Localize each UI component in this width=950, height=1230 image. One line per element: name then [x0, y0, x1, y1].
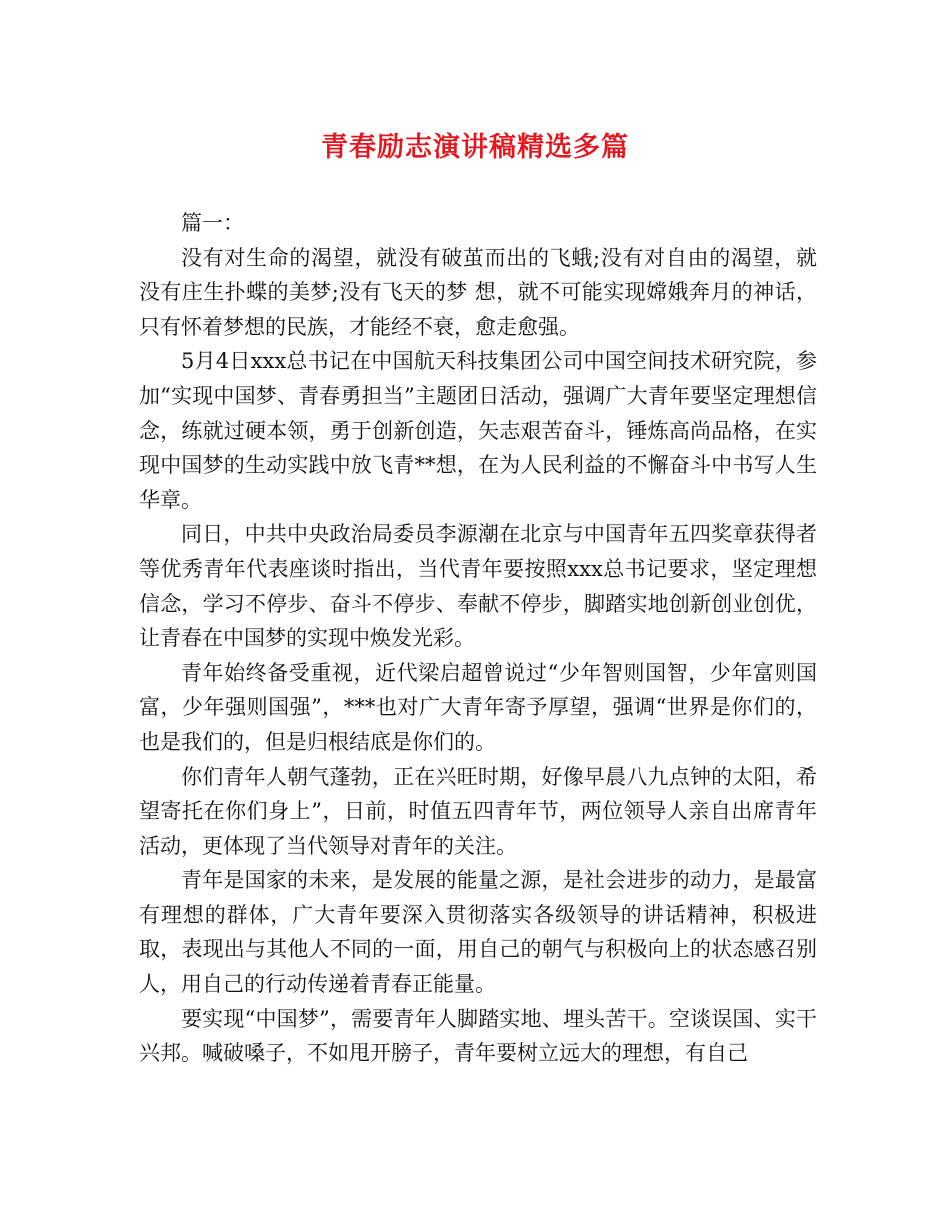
paragraph: 要实现“中国梦”，需要青年人脚踏实地、埋头苦干。空谈误国、实干兴邦。喊破嗓子，不如甩开膀子，青年要树立远大的理想，有自己 — [139, 1006, 817, 1066]
paragraph: 你们青年人朝气蓬勃，正在兴旺时期，好像早晨八九点钟的太阳，希望寄托在你们身上”，日前，时值五四青年节，两位领导人亲自出席青年活动，更体现了当代领导对青年的关注。 — [139, 764, 817, 858]
paragraph: 青年是国家的未来，是发展的能量之源，是社会进步的动力，是最富有理想的群体，广大青年要深入贯彻落实各级领导的讲话精神，积极进取，表现出与其他人不同的一面，用自己的朝气与积极向上的状态感召别人，用自己的行动传递着青春正能量。 — [139, 868, 817, 997]
paragraph: 同日，中共中央政治局委员李源潮在北京与中国青年五四奖章获得者等优秀青年代表座谈时指出，当代青年要按照xxx总书记要求，坚定理想信念，学习不停步、奋斗不停步、奉献不停步，脚踏实地创新创业创优，让青春在中国梦的实现中焕发光彩。 — [139, 522, 817, 651]
document-title: 青春励志演讲稿精选多篇 — [321, 132, 629, 163]
paragraph: 青年始终备受重视，近代梁启超曾说过“少年智则国智，少年富则国富，少年强则国强”，***也对广大青年寄予厚望，强调“世界是你们的，也是我们的，但是归根结底是你们的。 — [139, 660, 817, 754]
document-body — [139, 206, 817, 1071]
paragraph: 没有对生命的渴望，就没有破茧而出的飞蛾;没有对自由的渴望，就没有庄生扑蝶的美梦;没有飞天的梦 想，就不可能实现嫦娥奔月的神话，只有怀着梦想的民族，才能经不衰，愈走愈强。 — [139, 245, 817, 339]
paragraph: 5月4日xxx总书记在中国航天科技集团公司中国空间技术研究院，参加“实现中国梦、青春勇担当”主题团日活动，强调广大青年要坚定理想信念，练就过硬本领，勇于创新创造，矢志艰苦奋斗，锤炼高尚品格，在实现中国梦的生动实践中放飞青**想，在为人民利益的不懈奋斗中书写人生华章。 — [139, 349, 817, 512]
section-label: 篇一： — [181, 211, 244, 235]
